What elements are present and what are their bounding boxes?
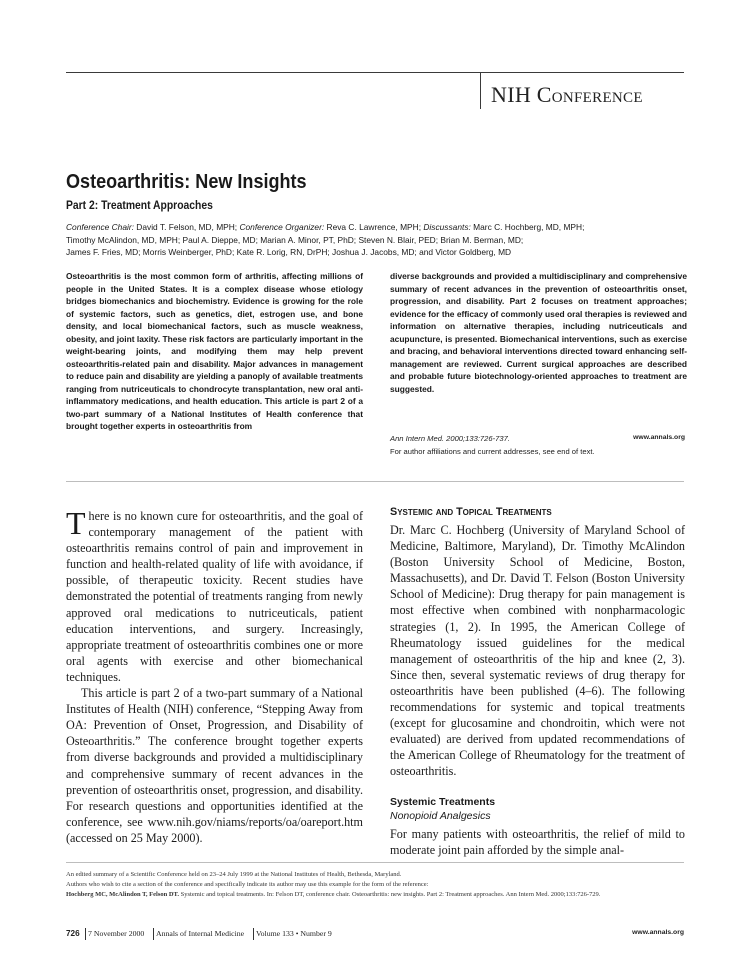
organizer-name: Reva C. Lawrence, MPH; [326, 222, 422, 232]
footer-divider [85, 928, 86, 940]
header-rule [66, 72, 684, 73]
body-paragraph-2: This article is part 2 of a two-part summary of a National Institutes of Health (NIH) conference, “Stepping Away from OA: Prevention of Onset, Progression, and Disability of Osteoarthritis.” The conference brought together experts from diverse backgrounds and provided a multidisciplinary and comprehensive summary of recent advances in the prevention of osteoarthritis onset, progression, and disability. For research questions and opportunities identified at the conference, see www.nih.gov/niams/reports/oa/oareport.htm (accessed on 25 May 2000). [66, 686, 363, 845]
chair-name: David T. Felson, MD, MPH; [136, 222, 238, 232]
journal-name: Annals of Internal Medicine [156, 929, 245, 938]
body-left-column [66, 505, 363, 846]
credits-line-2: Timothy McAlindon, MD, MPH; Paul A. Dieppe, MD; Marian A. Minor, PT, PhD; Steven N. Blair, PED; Brian M. Berman, MD; [66, 234, 524, 245]
abstract-rule [66, 481, 684, 482]
citation [390, 434, 685, 443]
drop-cap: T [66, 505, 86, 541]
article-subtitle: Part 2: Treatment Approaches [66, 200, 213, 212]
article-title: Osteoarthritis: New Insights [66, 170, 307, 193]
citation-text: Ann Intern Med. 2000;133:726-737. [390, 434, 510, 443]
footnote-1: An edited summary of a Scientific Conference held on 23–24 July 1999 at the National Institutes of Health, Bethesda, Maryland. [66, 871, 402, 878]
footnote-3 [66, 890, 684, 900]
section-heading: Systemic and Topical Treatments [390, 506, 552, 518]
section-label: NIH Conference [491, 82, 643, 107]
abstract-right: diverse backgrounds and provided a multidisciplinary and comprehensive summary of recent advances in the prevention of osteoarthritis onset, progression, and disability. Part 2 focuses on treatment approaches; evidence for the efficacy of commonly used oral therapies is reviewed and information on alternative therapies, including nutriceuticals and acupuncture, is presented. Biomechanical interventions, such as exercise and bracing, and behavioral interventions directed toward enhancing self-management are reviewed. Current surgical approaches are described and probable future biotechnology-oriented approaches to treatment are suggested. [390, 271, 687, 394]
chair-label: Conference Chair: [66, 222, 134, 232]
page-number: 726 [66, 929, 80, 938]
body-paragraph-3: Dr. Marc C. Hochberg (University of Maryland School of Medicine, Baltimore, Maryland), Dr. Timothy McAlindon (Boston University School of Medicine, Boston, Massachusetts), and Dr. David T. Felson (Boston University School of Medicine): Drug therapy for pain management is most effective when combined with nonpharmacologic strategies (1, 2). In 1995, the American College of Rheumatology issued guidelines for the medical management of osteoarthritis of the hip and knee (2, 3). Since then, several systematic reviews of drug therapy for osteoarthritis have been published (4–6). The following recommendations for systemic and topical treatments (except for glucosamine and chondroitin, which were not evaluated) are derived from updated recommendations of the American College of Rheumatology for the treatment of osteoarthritis. [390, 523, 685, 779]
discussants-label: Discussants: [423, 222, 471, 232]
footnote-2: Authors who wish to cite a section of the conference and specifically indicate its author may use this example for the form of the reference: [66, 881, 429, 888]
footer-divider [153, 928, 154, 940]
credits-line-1 [66, 221, 684, 234]
footnote-rule [66, 862, 684, 863]
body-paragraph-1-text: here is no known cure for osteoarthritis, and the goal of contemporary management of the patient with osteoarthritis remains control of pain and improvement in function and health-related quality of life with avoidance, if possible, of therapeutic toxicity. Recent studies have demonstrated the potential of treatments ranging from newly approved oral medications to nutriceuticals, patient education interventions, and surgery. Increasingly, appropriate treatment of osteoarthritis combines one or more oral agents with exercise and other biomechanical techniques. [66, 509, 363, 684]
footnote-3-authors: Hochberg MC, McAlindon T, Felson DT. [66, 891, 180, 898]
subheading: Systemic Treatments [390, 796, 496, 808]
volume-number: Volume 133 • Number 9 [256, 929, 332, 938]
subsubheading: Nonopioid Analgesics [390, 810, 491, 822]
discussants-first: Marc C. Hochberg, MD, MPH; [473, 222, 585, 232]
affiliations-note: For author affiliations and current addresses, see end of text. [390, 447, 595, 456]
body-paragraph-4: For many patients with osteoarthritis, the relief of mild to moderate joint pain afforded by the simple anal- [390, 827, 685, 858]
abstract-left: Osteoarthritis is the most common form of arthritis, affecting millions of people in the United States. It is a complex disease whose etiology bridges biomechanics and biochemistry. Evidence is growing for the role of systemic factors, such as genetics, diet, estrogen use, and bone density, and local biomechanical factors, such as muscle weakness, obesity, and joint laxity. These risk factors are particularly important in the weight-bearing joints, and modifying them may help prevent osteoarthritis-related pain and disability. Major advances in management to reduce pain and disability are yielding a panoply of available treatments ranging from nutriceuticals to chondrocyte transplantation, new oral anti-inflammatory medications, and health education. This article is part 2 of a two-part summary of a National Institutes of Health conference that brought together experts in osteoarthritis from [66, 271, 363, 431]
issue-date: 7 November 2000 [88, 929, 145, 938]
footnotes [66, 870, 684, 900]
body-paragraph-1 [66, 505, 363, 685]
footer-site-link[interactable]: www.annals.org [632, 929, 684, 936]
header-divider [480, 72, 481, 109]
conference-credits [66, 221, 684, 259]
footer-divider [253, 928, 254, 940]
organizer-label: Conference Organizer: [239, 222, 325, 232]
footnote-3-text: Systemic and topical treatments. In: Felson DT, conference chair. Osteoarthritis: new insights. Part 2: Treatment approaches. Ann Intern Med. 2000;133:726-729. [180, 891, 601, 898]
citation-site-link[interactable]: www.annals.org [633, 434, 685, 441]
credits-line-3: James F. Fries, MD; Morris Weinberger, PhD; Kate R. Lorig, RN, DrPH; Joshua J. Jacobs, MD; and Victor Goldberg, MD [66, 247, 512, 257]
page-footer [66, 929, 684, 941]
